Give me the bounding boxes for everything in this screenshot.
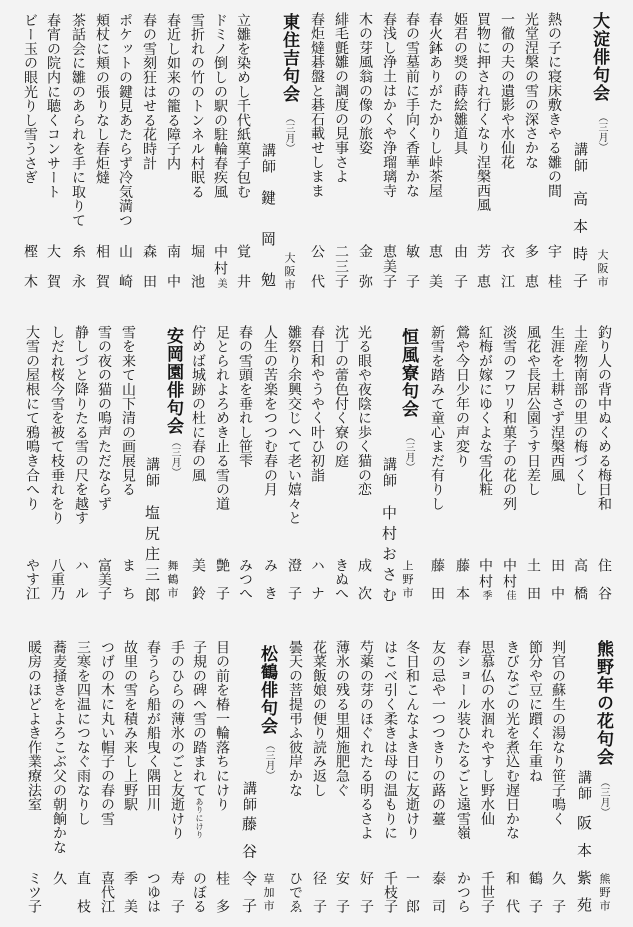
haiku-text: 春ショール装ひたるごと遠雪嶺 (455, 640, 471, 841)
haiku-text: 鶯や今日少年の声変り (454, 325, 470, 468)
haiku-author: 澄子 (286, 558, 302, 600)
haiku-text: 芍薬の芽のほぐれたる明るさよ (358, 640, 374, 841)
haiku-text: ドミノ倒しの駅の駐輪春疾風 (212, 13, 228, 199)
haiku-text: 土産物南部の里の梅づくし (572, 325, 588, 497)
haiku-author: 田中 (549, 558, 565, 600)
teacher-label: 講師 (260, 143, 276, 175)
haiku-text: しだれ桜今雪を被て枝垂れをり (49, 325, 65, 526)
month-label: （三月） (263, 740, 274, 780)
haiku-author: 直枝 (75, 871, 91, 913)
haiku-author: 久子 (550, 871, 566, 913)
haiku-author: 八重乃 (49, 558, 65, 600)
haiku-text: 茶話会に雛のあられを手に取りて (70, 13, 86, 228)
haiku-text: 春の雪墓前に手向く香華かな (404, 12, 420, 198)
haiku-text: 春火鉢ありがたかりし峠茶屋 (427, 12, 443, 198)
haiku-author: 泰司 (430, 871, 446, 913)
teacher-name: 高本時子 (571, 191, 589, 288)
teacher-label: 講師 (144, 457, 160, 489)
group-title: 大淀俳句会 (589, 12, 609, 102)
haiku-author: 径子 (311, 871, 327, 913)
haiku-text: 花菜飯娘の便り読み返し (311, 640, 327, 798)
haiku-text: 春日和やうやく叶ひ初詣 (309, 325, 325, 483)
haiku-author: かつら (455, 871, 471, 913)
haiku-text-small: ありにけり (195, 797, 204, 839)
haiku-author: 大賀 (45, 244, 61, 288)
haiku-text: 緋毛氈雛の調度の見事さよ (333, 12, 349, 184)
haiku-text: 買物に押され行くなり涅槃西風 (475, 12, 491, 213)
haiku-text: 熱の子に寝床敷きやる雛の間 (546, 12, 562, 198)
haiku-author: 季美 (122, 871, 138, 913)
haiku-text: 春浅し浄土はかくや浄瑠璃寺 (381, 12, 397, 198)
haiku-author: 寿子 (169, 871, 185, 913)
haiku-author: 山崎 (117, 244, 133, 288)
haiku-author: 美鈴 (190, 558, 206, 600)
haiku-author: 艶子 (214, 558, 230, 600)
city-label: 熊野市 (598, 873, 611, 911)
haiku-text: 思慕仏の水涸れやすし野水仙 (479, 640, 495, 826)
haiku-text: ポケットの鍵見あたらず冷気満つ (117, 13, 133, 228)
haiku-text: 静しづと降りたる雪の尺を越す (73, 325, 89, 526)
author-suffix: 美 (215, 278, 226, 288)
teacher-name: 鍵岡勉 (259, 190, 277, 287)
haiku-text: 節分や豆に躓く年重ね (527, 640, 543, 783)
haiku-author: 覚井 (235, 244, 251, 288)
haiku-author: 一郎 (404, 871, 420, 913)
haiku-text: 冬日和こんなよき日に友逝けり (404, 640, 420, 841)
haiku-text: 友の忌や一つつきりの蕗の薹 (430, 640, 446, 826)
haiku-text: 紅梅が嫁にゆくよな雪化粧 (477, 325, 493, 497)
haiku-author: 和代 (504, 871, 520, 913)
haiku-author: 成次 (356, 558, 372, 600)
haiku-author: 恵美 (427, 244, 443, 288)
haiku-author: 衣江 (499, 244, 515, 288)
haiku-author: 千枝子 (382, 871, 398, 913)
haiku-author: 堀池 (189, 244, 205, 288)
haiku-text: 春の雪頭を垂れし笹雫 (237, 325, 253, 468)
haiku-author: 土田 (525, 558, 541, 600)
group-title: 安岡園俳句会 (163, 327, 183, 435)
haiku-author: 富美子 (96, 558, 112, 600)
haiku-author: のぼる (191, 871, 207, 913)
haiku-author: ミツ子 (26, 871, 42, 913)
haiku-text: 曇天の菩提弔ふ彼岸かな (287, 640, 303, 798)
haiku-text: 目の前を椿一輪落ちにけり (214, 640, 230, 812)
group-title: 恒風寮句会 (398, 328, 418, 418)
haiku-text: 佇めば城跡の杜に春の風 (190, 325, 206, 483)
haiku-text: 頬杖に頬の張りなし春炬燵 (94, 13, 110, 185)
haiku-author: 藤本 (454, 558, 470, 600)
haiku-author: 喜代江 (99, 871, 115, 913)
author-name: 中村 (477, 558, 493, 590)
author-name: 中村 (212, 244, 228, 278)
haiku-text: 雪折れの竹のトンネル村眠る (189, 13, 205, 199)
haiku-text: 生涯を土耕さず涅槃西風 (549, 325, 565, 483)
haiku-text: 春うらら船が船曳く隅田川 (145, 640, 161, 812)
haiku-author (212, 244, 228, 288)
haiku-author: まち (120, 558, 136, 600)
haiku-text: きびなごの光を煮込む遅日かな (504, 640, 520, 841)
city-label: 大阪市 (283, 252, 296, 290)
haiku-text: 姫君の奨の蒔絵雛道具 (452, 12, 468, 155)
teacher-name: 阪本紫苑 (575, 815, 593, 912)
haiku-author: 好子 (358, 871, 374, 913)
haiku-text: 手のひらの薄氷のごと友逝けり (169, 640, 185, 841)
haiku-text: 大雪の屋根にて鴉鳴き合へり (24, 325, 40, 511)
haiku-author: ハル (73, 558, 89, 600)
haiku-author: 藤田 (429, 558, 445, 600)
haiku-text: 淡雪のフワリ和菓子の花の列 (501, 325, 517, 511)
haiku-text: 雪の夜の猫の鳴声ただならず (96, 325, 112, 511)
haiku-author: きぬへ (333, 558, 349, 600)
haiku-text: 足とられよろめき止る雪の道 (214, 325, 230, 511)
haiku-author: 南中 (165, 244, 181, 288)
haiku-author: 千世子 (479, 871, 495, 913)
haiku-author: 金弥 (357, 244, 373, 288)
haiku-author: 多恵 (523, 244, 539, 288)
haiku-text: 光る眼や夜陰に歩く猫の恋 (356, 325, 372, 497)
haiku-author: みき (262, 558, 278, 600)
haiku-author: 二三子 (333, 244, 349, 288)
group-title: 熊野年の花句会 (593, 640, 613, 766)
city-label: 舞鶴市 (166, 560, 179, 598)
haiku-text: 釣り人の背中ぬくめる梅日和 (596, 325, 612, 511)
haiku-text: 沈丁の蕾色付く寮の庭 (333, 325, 349, 468)
author-name: 中村 (501, 558, 517, 590)
haiku-author: 公代 (309, 244, 325, 288)
teacher-name: 藤谷令子 (240, 816, 258, 913)
haiku-author: 敏子 (404, 244, 420, 288)
city-label: 上野市 (401, 560, 414, 598)
haiku-text: 判官の蘇生の湯なり笹子鳴く (550, 640, 566, 826)
teacher-name: 塩尻庄三郎 (143, 505, 161, 602)
haiku-text: 雪を来て山下清の画展見る (120, 325, 136, 497)
haiku-author: 糸永 (70, 244, 86, 288)
haiku-text: つげの木に丸い帽子の春の雪 (99, 640, 115, 826)
haiku-author (477, 558, 493, 600)
month-label: （三月） (283, 113, 294, 153)
haiku-author: 森田 (141, 244, 157, 288)
haiku-author: 安子 (334, 871, 350, 913)
teacher-label: 講師 (576, 770, 592, 802)
haiku-text: はこべ引く柔きは母の温もりに (382, 640, 398, 841)
haiku-author: 高橋 (572, 558, 588, 600)
haiku-author: 住谷 (596, 558, 612, 600)
haiku-text: 風花や長居公園うす日差し (525, 325, 541, 497)
haiku-author: つゆは (145, 871, 161, 913)
haiku-text: 春の雪刻狂はせる花時計 (141, 13, 157, 171)
haiku-text: 雛祭り余興交じへて老い嬉々と (286, 325, 302, 526)
teacher-name: 中村おさむ (380, 505, 398, 602)
haiku-text: 薄氷の残る里畑施肥急ぐ (334, 640, 350, 798)
haiku-text: 三寒を四温につなぐ雨なりし (75, 640, 91, 826)
haiku-author: 恵美子 (381, 244, 397, 288)
author-suffix: 季 (480, 590, 491, 600)
haiku-text: 光堂涅槃の雪の深さかな (523, 12, 539, 170)
haiku-author: 樫木 (22, 244, 38, 288)
month-label: （三月） (596, 112, 607, 152)
city-label: 大阪市 (596, 249, 609, 287)
haiku-author: みつへ (237, 558, 253, 600)
haiku-text: 春近し如来の籠る障子内 (165, 13, 181, 171)
haiku-text-main: 子規の碑へ雪の踏まれて (191, 640, 207, 798)
haiku-text (191, 640, 207, 839)
haiku-author: ハナ (309, 558, 325, 600)
haiku-author: やす江 (24, 558, 40, 600)
haiku-author (501, 558, 517, 600)
haiku-text: 故里の雪を積み来し上野駅 (122, 640, 138, 812)
author-suffix: 佳 (504, 590, 515, 600)
teacher-label: 講師 (241, 781, 257, 813)
haiku-text: 春宵の院内に聴くコンサート (45, 13, 61, 199)
haiku-text: 立雛を染めし千代紙菓子包む (235, 13, 251, 199)
haiku-author: 久 (51, 871, 67, 885)
group-title: 松鶴俳句会 (257, 645, 277, 735)
haiku-text: 木の芽風翁の像の旅姿 (357, 12, 373, 155)
haiku-text: 春炬燵碁盤と碁石載せしまま (309, 12, 325, 198)
teacher-label: 講師 (381, 457, 397, 489)
haiku-author: 相賀 (94, 244, 110, 288)
haiku-author: 鶴子 (527, 871, 543, 913)
haiku-author: 芳恵 (475, 244, 491, 288)
teacher-label: 講師 (572, 142, 588, 174)
haiku-text: ビー玉の眼光りし雪うさぎ (22, 13, 38, 185)
group-title: 東住吉句会 (279, 13, 299, 103)
haiku-text: 一徹の夫の遺影や水仙花 (499, 12, 515, 170)
month-label: （三月） (169, 437, 180, 477)
haiku-author: 桂多 (214, 871, 230, 913)
haiku-author: 宇桂 (546, 244, 562, 288)
city-label: 草加市 (262, 873, 275, 911)
haiku-author: 由子 (452, 244, 468, 288)
haiku-text: 新雪を踏みて童心まだ有りし (429, 325, 445, 511)
haiku-text: 暖房のほどよき作業療法室 (26, 640, 42, 812)
haiku-author: ひでゑ (287, 871, 303, 913)
haiku-text: 蕎麦掻きをよろこぶ父の朝餉かな (51, 640, 67, 855)
month-label: （三月） (598, 777, 609, 817)
haiku-text: 人生の苦楽をつつむ春の月 (262, 325, 278, 497)
month-label: （三月） (403, 432, 414, 472)
